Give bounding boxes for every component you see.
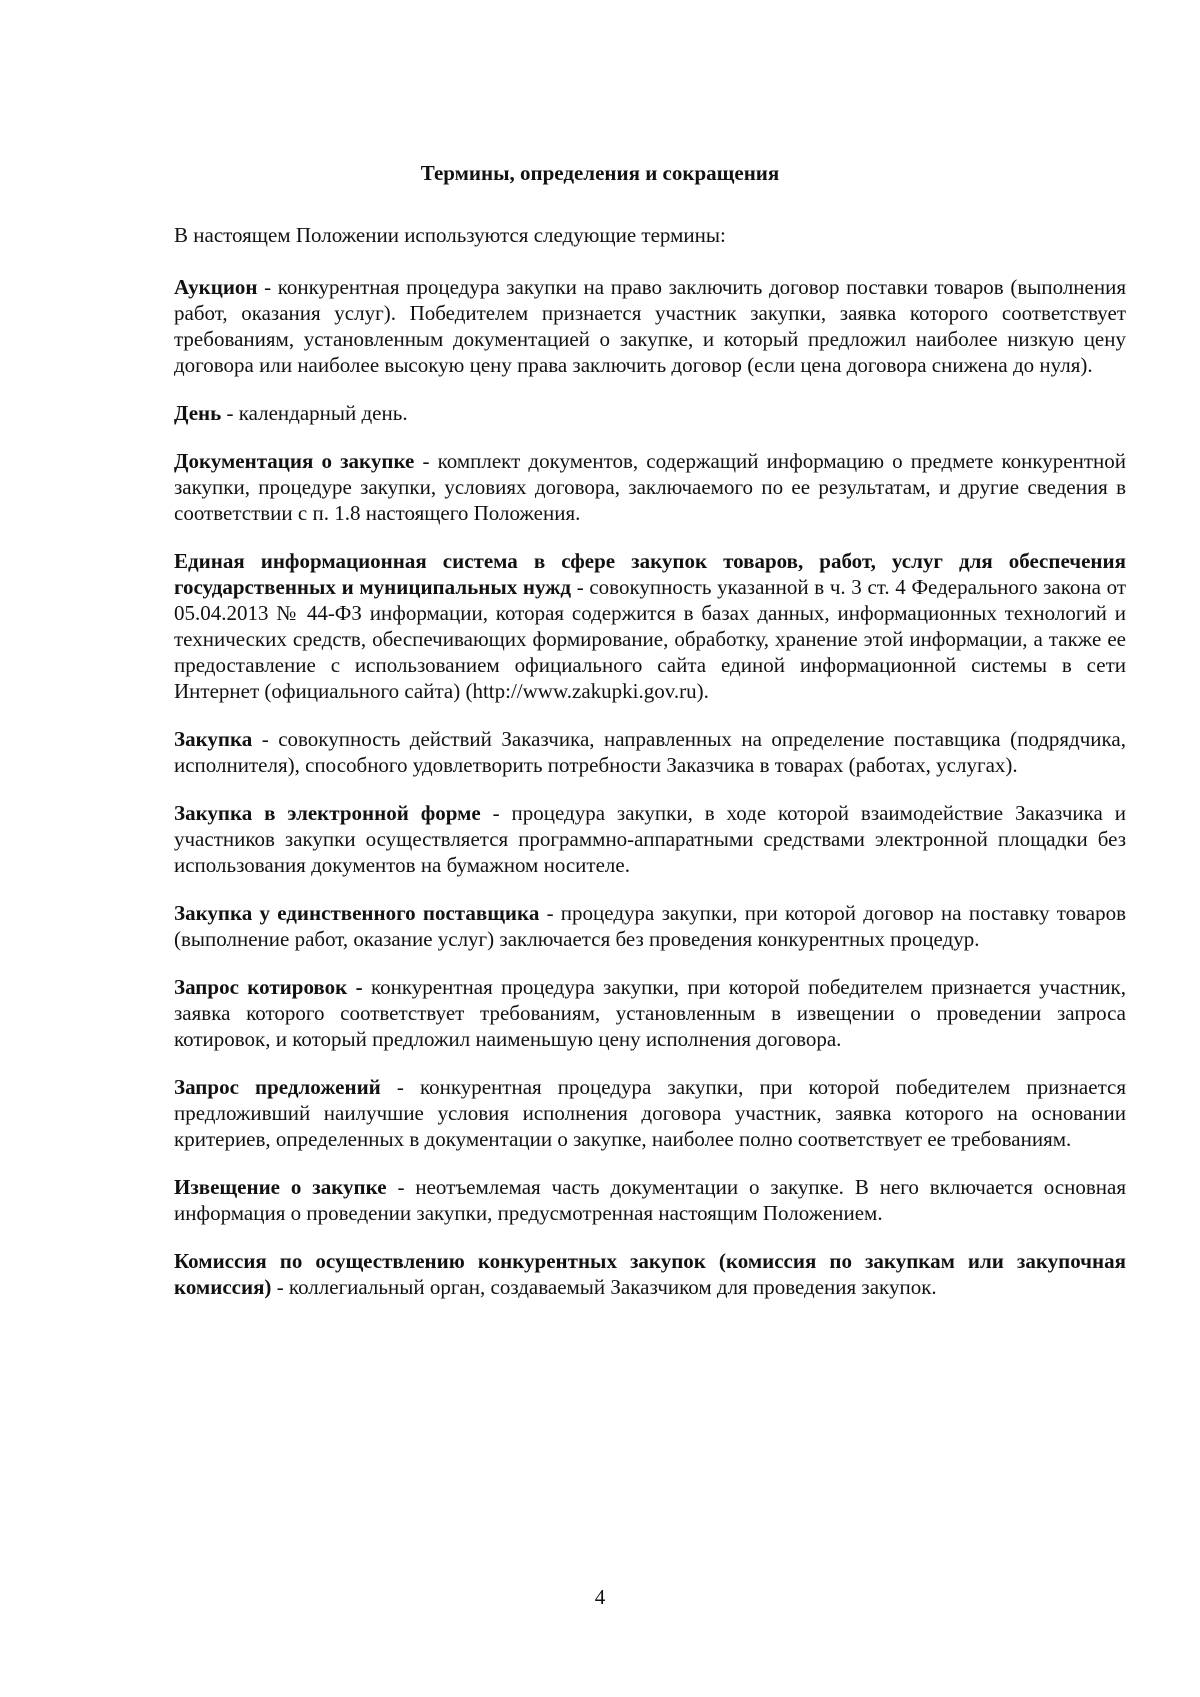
definition-text: - конкурентная процедура закупки, при которой победителем признается предложивший наилучшие условия исполнения договора участник, заявка которого на основании критериев, определенных в документации о закупке, наиболее полно соответствует ее требованиям. [174, 1075, 1126, 1151]
definition-procurement-documentation [174, 448, 1126, 526]
definition-term: Запрос предложений [174, 1075, 381, 1099]
definition-text: - конкурентная процедура закупки на право заключить договор поставки товаров (выполнения работ, оказания услуг). Победителем признается участник закупки, заявка которого соответствует требованиям, установленным документацией о закупке, и который предложил наиболее низкую цену договора или наиболее высокую цену права заключить договор (если цена договора снижена до нуля). [174, 275, 1126, 377]
definition-text: - процедура закупки, при которой договор на поставку товаров (выполнение работ, оказание услуг) заключается без проведения конкурентных процедур. [174, 901, 1127, 951]
intro-paragraph: В настоящем Положении используются следующие термины: [174, 223, 726, 247]
definition-term: Документация о закупке [174, 449, 415, 473]
definition-text: - совокупность указанной в ч. 3 ст. 4 Федерального закона от 05.04.2013 № 44-ФЗ информации, которая содержится в базах данных, информационных технологий и технических средств, обеспечивающих формирование, обработку, хранение этой информации, а также ее предоставление с использованием официального сайта единой информационной системы в сети Интернет (официального сайта) (http://www.zakupki.gov.ru). [174, 575, 1126, 703]
definition-electronic-procurement [174, 800, 1126, 878]
definition-auction [174, 274, 1126, 378]
definition-term: Единая информационная система в сфере закупок товаров, работ, услуг для обеспечения государственных и муниципальных нужд [174, 549, 1126, 599]
definition-text: - процедура закупки, в ходе которой взаимодействие Заказчика и участников закупки осуществляется программно-аппаратными средствами электронной площадки без использования документов на бумажном носителе. [174, 801, 1126, 877]
definition-term: Закупка [174, 727, 253, 751]
page-number: 4 [594, 1585, 606, 1609]
definition-term: Закупка в электронной форме [174, 801, 481, 825]
definition-procurement [174, 726, 1126, 778]
definition-text: - неотъемлемая часть документации о закупке. В него включается основная информация о проведении закупки, предусмотренная настоящим Положением. [174, 1175, 1127, 1225]
definitions-list [174, 274, 1126, 1322]
definition-procurement-commission [174, 1248, 1126, 1300]
definition-request-for-proposals [174, 1074, 1126, 1152]
definition-text: - коллегиальный орган, создаваемый Заказчиком для проведения закупок. [271, 1275, 937, 1299]
definition-request-for-quotations [174, 974, 1126, 1052]
definition-term: Аукцион [174, 275, 258, 299]
page-title: Термины, определения и сокращения [420, 161, 780, 185]
definition-term: Комиссия по осуществлению конкурентных закупок (комиссия по закупкам или закупочная комиссия) [174, 1249, 1126, 1299]
definition-term: День [174, 401, 222, 425]
definition-procurement-notice [174, 1174, 1126, 1226]
definition-term: Закупка у единственного поставщика [174, 901, 540, 925]
definition-unified-information-system [174, 548, 1126, 704]
definition-term: Извещение о закупке [174, 1175, 387, 1199]
definition-text: - совокупность действий Заказчика, направленных на определение поставщика (подрядчика, исполнителя), способного удовлетворить потребности Заказчика в товарах (работах, услугах). [174, 727, 1126, 777]
definition-single-supplier-procurement [174, 900, 1126, 952]
definition-day [174, 400, 1126, 426]
definition-text: - календарный день. [221, 401, 408, 425]
definition-text: - комплект документов, содержащий информацию о предмете конкурентной закупки, процедуре закупки, условиях договора, заключаемого по ее результатам, и другие сведения в соответствии с п. 1.8 настоящего Положения. [174, 449, 1126, 525]
definition-text: конкурентная процедура закупки, при которой победителем признается участник, заявка которого соответствует требованиям, установленным в извещении о проведении запроса котировок, и который предложил наименьшую цену исполнения договора. [174, 975, 1126, 1051]
definition-term: Запрос котировок - [174, 975, 363, 999]
